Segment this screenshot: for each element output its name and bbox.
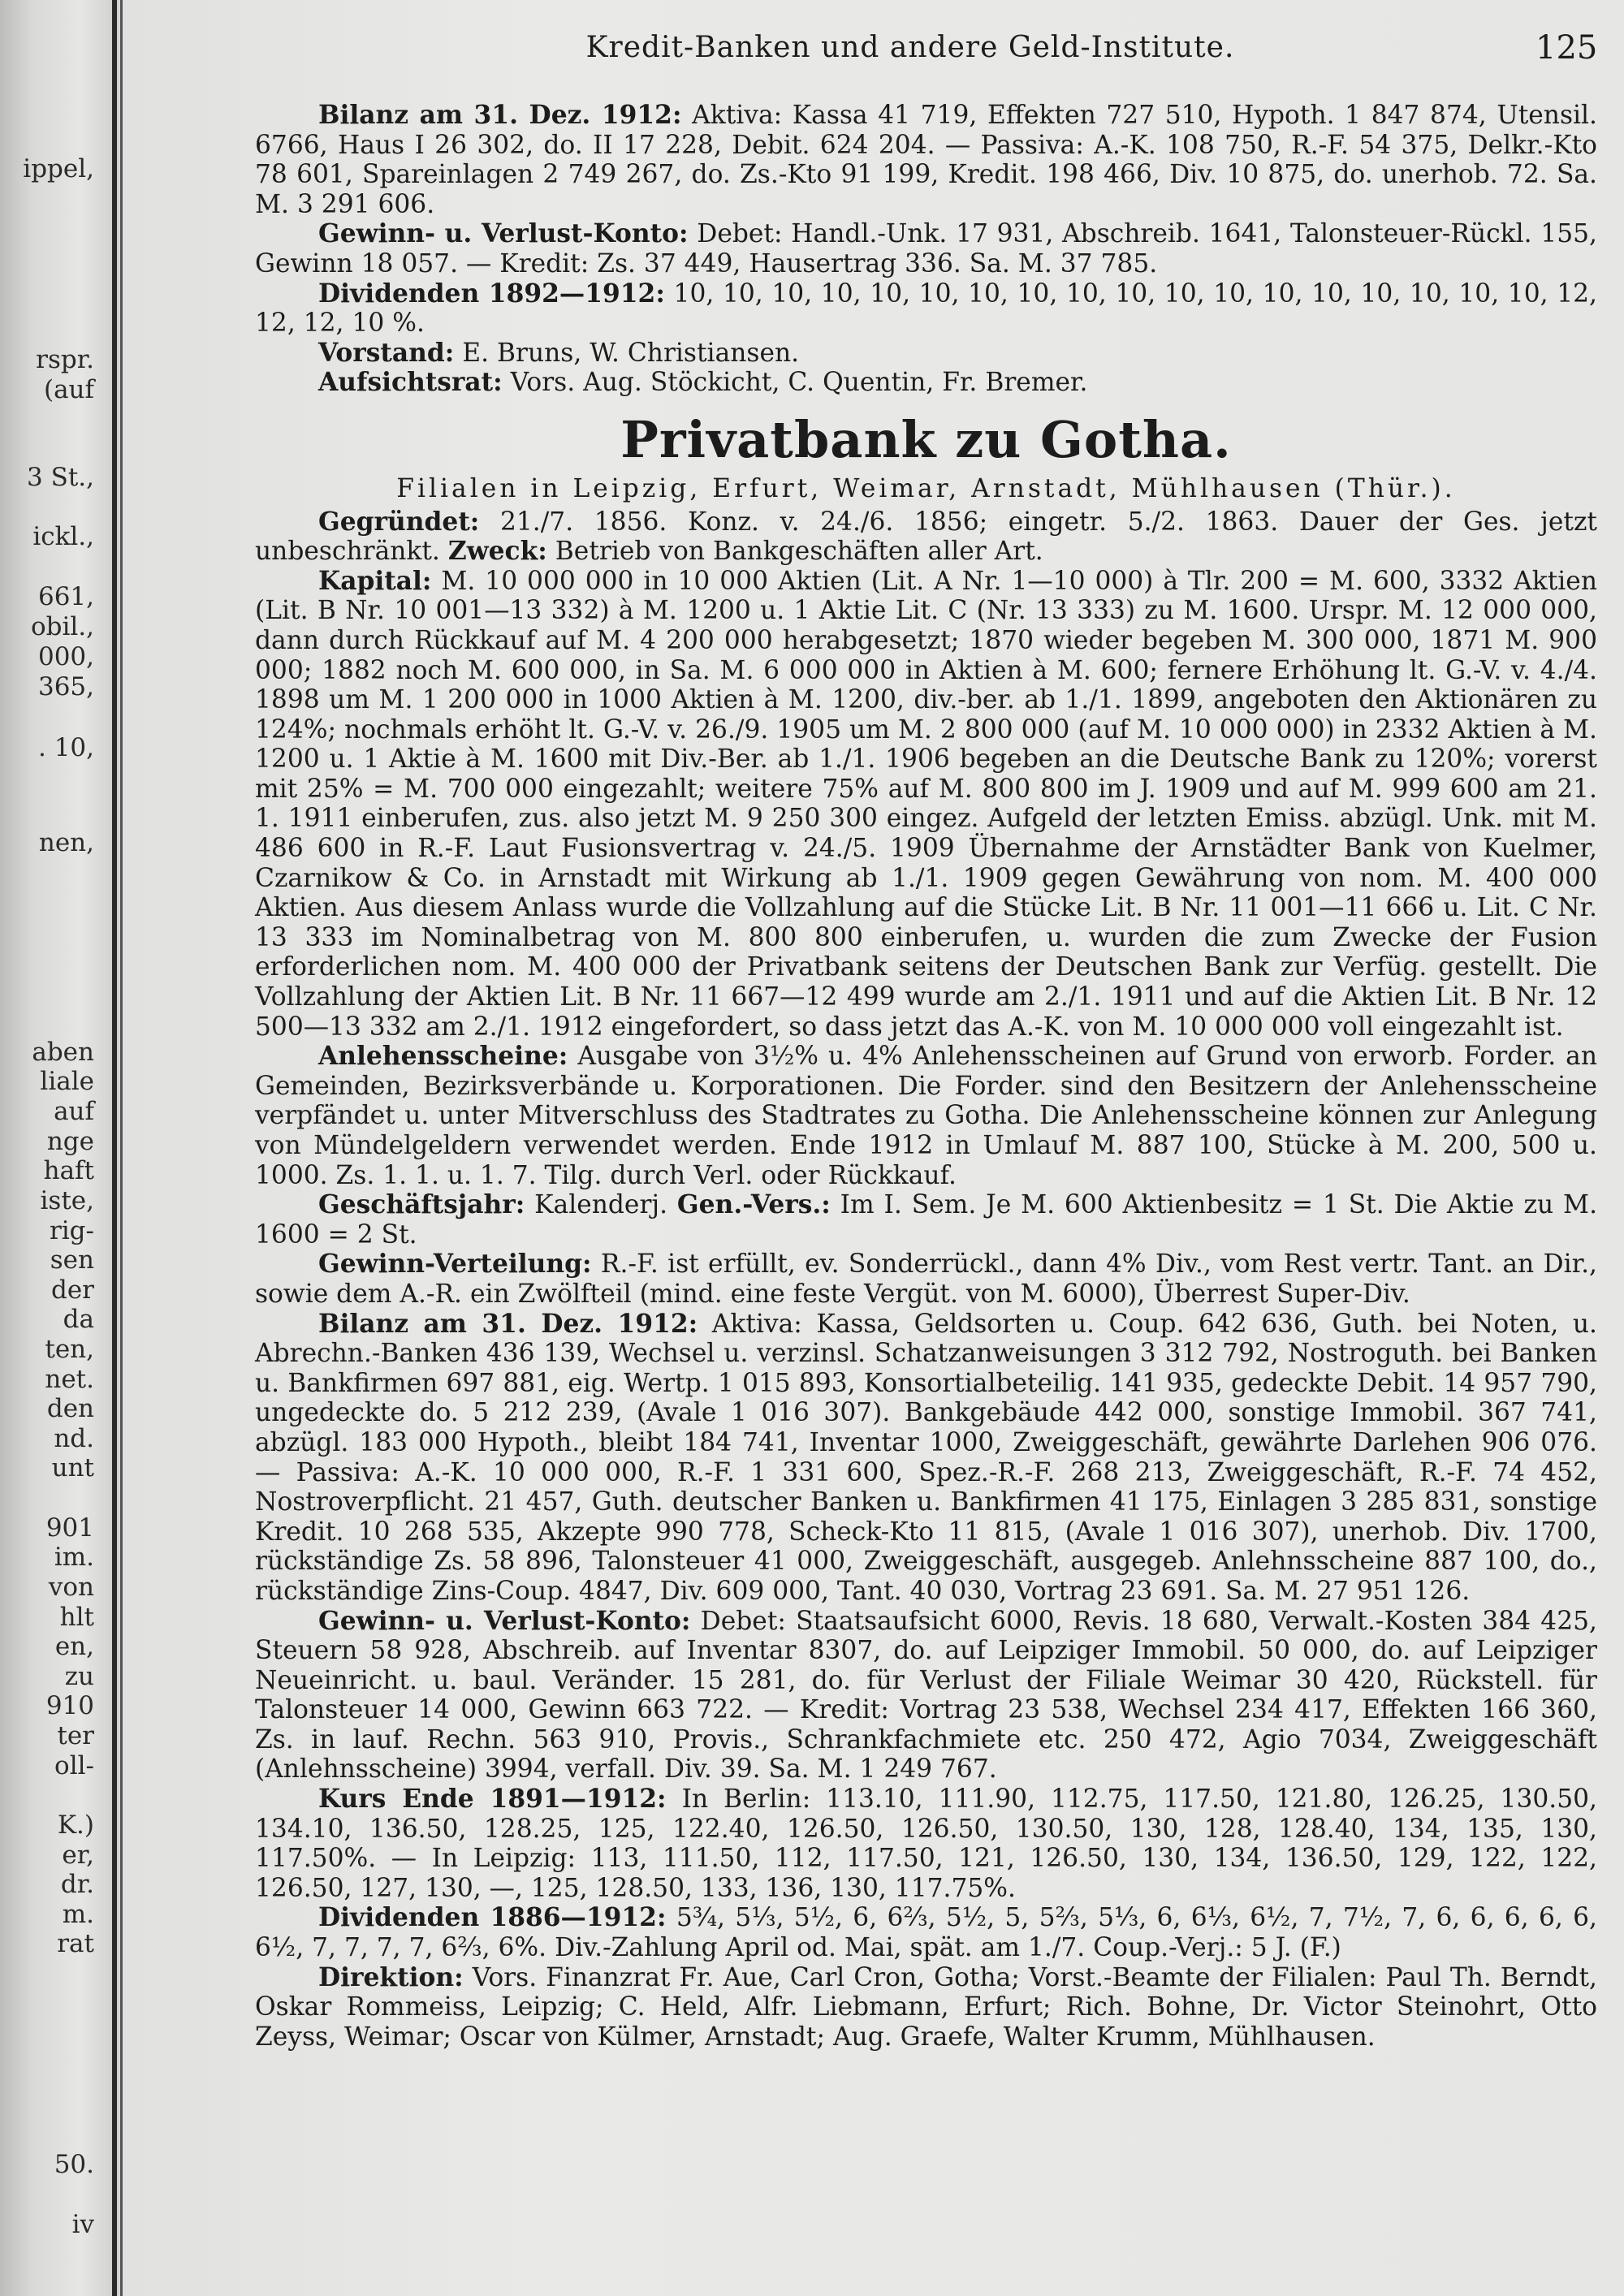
- margin-fragment: m.: [62, 1900, 94, 1929]
- margin-fragment: sen: [50, 1245, 94, 1275]
- bilanz-text: Aktiva: Kassa, Geldsorten u. Coup. 642 636, Guth. bei Noten, u. Abrechn.-Banken 436 139, Wechsel u. verzinsl. Schatzanweisungen 3 312 792, Nostroguth. bei Banken u. Bankfirmen 697 881, eig. Wertp. 1 015 893, Konsortialbeteilig. 141 935, gedeckte Debit. 14 957 790, ungedeckte do. 5 212 239, (Avale 1 016 307). Bankgebäude 442 000, sonstige Immobil. 367 741, abzügl. 183 000 Hypoth., bleibt 184 741, Inventar 1000, Zweiggeschäft, gewährte Darlehen 906 076. — Passiva: A.-K. 10 000 000, R.-F. 1 331 600, Spez.-R.-F. 268 213, Zweiggeschäft, R.-F. 74 452, Nostroverpflicht. 21 457, Guth. deutscher Banken u. Bankfirmen 41 175, Einlagen 3 285 831, sonstige Kredit. 10 268 535, Akzepte 990 778, Scheck-Kto 11 815, (Avale 1 016 307), unerhob. Div. 1700, rückständige Zs. 58 896, Talonsteuer 41 000, Zweiggeschäft, ausgegeb. Anlehnsscheine 887 100, do., rückständige Zins-Coup. 4847, Div. 609 000, Tant. 40 030, Vortrag 23 691. Sa. M. 27 951 126.: [255, 1309, 1598, 1606]
- gewinnvert-text: R.-F. ist erfüllt, ev. Sonderrückl., dann 4% Div., vom Rest vertr. Tant. an Dir., sowie dem A.-R. ein Zwölfteil (mind. eine feste Vergüt. von M. 6000), Überrest Super-Div.: [255, 1249, 1597, 1309]
- prev-dividenden-label: Dividenden 1892—1912:: [318, 278, 665, 309]
- margin-fragment: 661,: [37, 582, 94, 611]
- margin-fragment: dr.: [60, 1870, 94, 1899]
- margin-fragment: iste,: [40, 1186, 94, 1215]
- prev-vorstand: [255, 339, 1597, 369]
- margin-fragment: en,: [54, 1632, 94, 1661]
- margin-fragment: . 10,: [37, 733, 94, 762]
- facing-page-margin: [0, 0, 107, 2296]
- prev-aufsichtsrat: [255, 368, 1597, 398]
- direktion-label: Direktion:: [318, 1962, 464, 1992]
- anlehen-label: Anlehensscheine:: [318, 1042, 568, 1072]
- margin-fragment: im.: [54, 1543, 94, 1572]
- zweck-label: Zweck:: [447, 537, 547, 567]
- book-page: [123, 0, 1624, 2296]
- entry-anlehensscheine: [255, 1042, 1597, 1190]
- margin-fragment: ippel,: [23, 154, 94, 183]
- page-number: 125: [1535, 29, 1598, 67]
- entry-gewinn-konto: [255, 1607, 1597, 1785]
- prev-bilanz-label: Bilanz am 31. Dez. 1912:: [318, 101, 682, 130]
- margin-fragment: rspr.: [36, 345, 94, 374]
- prev-bilanz: [255, 101, 1597, 219]
- prev-dividenden: [255, 279, 1597, 339]
- geschaeftsjahr-label: Geschäftsjahr:: [318, 1190, 525, 1220]
- gegruendet-text: 21./7. 1856. Konz. v. 24./6. 1856; eingetr. 5./2. 1863. Dauer der Ges. jetzt unbeschränkt.: [255, 507, 1598, 567]
- gutter-rule: [112, 0, 117, 2296]
- prev-gewinn-text: Debet: Handl.-Unk. 17 931, Abschreib. 1641, Talonsteuer-Rückl. 155, Gewinn 18 057. — Kredit: Zs. 37 449, Hausertrag 336. Sa. M. 37 785.: [255, 219, 1598, 278]
- zweck-text: Betrieb von Bankgeschäften aller Art.: [555, 537, 1043, 567]
- entry-dividenden: [255, 1903, 1597, 1962]
- kurs-text: In Berlin: 113.10, 111.90, 112.75, 117.50, 121.80, 126.25, 130.50, 134.10, 136.50, 128.25, 125, 122.40, 126.50, 126.50, 130.50, 130, 128, 128.40, 134, 135, 130, 117.50%. — In Leipzig: 113, 111.50, 112, 117.50, 121, 126.50, 130, 134, 136.50, 129, 122, 122, 126.50, 127, 130, —, 125, 128.50, 133, 136, 130, 117.75%.: [255, 1785, 1598, 1903]
- margin-fragment: liale: [40, 1067, 94, 1096]
- bilanz-label: Bilanz am 31. Dez. 1912:: [318, 1309, 698, 1339]
- margin-fragment: oll-: [54, 1751, 94, 1780]
- running-head: Kredit-Banken und andere Geld-Institute.: [585, 31, 1235, 64]
- margin-fragment: zu: [64, 1662, 94, 1691]
- entry-geschaeftsjahr: [255, 1190, 1597, 1249]
- direktion-text: Vors. Finanzrat Fr. Aue, Carl Cron, Gotha; Vorst.-Beamte der Filialen: Paul Th. Berndt, Oskar Rommeiss, Leipzig; C. Held, Alfr. Liebmann, Erfurt; Rich. Bohne, Dr. Victor Steinohrt, Otto Zeyss, Weimar; Oscar von Külmer, Arnstadt; Aug. Graefe, Walter Krumm, Mühlhausen.: [255, 1962, 1597, 2052]
- margin-fragment: ten,: [45, 1335, 94, 1364]
- prev-gewinn: [255, 219, 1597, 278]
- margin-fragment: K.): [57, 1810, 94, 1840]
- dividenden-text: 5¾, 5⅓, 5½, 6, 6⅔, 5½, 5, 5⅔, 5⅓, 6, 6⅓, 6½, 7, 7½, 7, 6, 6, 6, 6, 6, 6½, 7, 7, 7, 7, 6⅔, 6%. Div.-Zahlung April od. Mai, spät. am 1./7. Coup.-Verj.: 5 J. (F.): [255, 1903, 1597, 1963]
- genvers-label: Gen.-Vers.:: [676, 1190, 831, 1220]
- margin-fragment: 901: [45, 1513, 94, 1543]
- entry-bilanz: [255, 1310, 1597, 1607]
- margin-fragment: hlt: [59, 1603, 94, 1632]
- gewinnvert-label: Gewinn-Verteilung:: [318, 1249, 592, 1280]
- margin-fragment: rat: [57, 1929, 94, 1958]
- margin-fragment: auf: [54, 1097, 94, 1126]
- kurs-label: Kurs Ende 1891—1912:: [318, 1785, 667, 1815]
- gewinn-label: Gewinn- u. Verlust-Konto:: [318, 1606, 691, 1636]
- prev-vorstand-label: Vorstand:: [318, 338, 455, 368]
- entry-kurs: [255, 1785, 1597, 1903]
- gewinn-text: Debet: Staatsaufsicht 6000, Revis. 18 680, Verwalt.-Kosten 384 425, Steuern 58 928, Abschreib. auf Inventar 8307, do. auf Leipziger Immobil. 50 000, do. auf Leipziger Neueinricht. u. baul. Veränder. 15 281, do. für Verlust der Filiale Weimar 30 420, Rückstell. für Talonsteuer 14 000, Gewinn 663 722. — Kredit: Vortrag 23 538, Wechsel 234 417, Effekten 166 360, Zs. in lauf. Rechn. 563 910, Provis., Schrankfachmiete etc. 250 472, Agio 7034, Zweiggeschäft (Anlehnsscheine) 3994, verfall. Div. 39. Sa. M. 1 249 767.: [255, 1606, 1597, 1785]
- anlehen-text: Ausgabe von 3½% u. 4% Anlehensscheinen auf Grund von erworb. Forder. an Gemeinden, Bezirksverbände u. Korporationen. Die Forder. sind den Besitzern der Anlehensscheine verpfändet u. unter Mitverschluss des Stadtrates zu Gotha. Die Anlehensscheine können zur Anlegung von Mündelgeldern verwendet werden. Ende 1912 in Umlauf M. 887 100, Stücke à M. 200, 500 u. 1000. Zs. 1. 1. u. 1. 7. Tilg. durch Verl. oder Rückkauf.: [255, 1042, 1597, 1190]
- margin-fragment: nd.: [54, 1424, 94, 1453]
- prev-aufsichtsrat-label: Aufsichtsrat:: [318, 368, 503, 398]
- margin-fragment: haft: [43, 1156, 94, 1185]
- margin-fragment: rig-: [49, 1216, 94, 1245]
- entry-kapital: [255, 567, 1597, 1042]
- margin-fragment: aben: [32, 1038, 94, 1067]
- prev-dividenden-text: 10, 10, 10, 10, 10, 10, 10, 10, 10, 10, 10, 10, 10, 10, 10, 10, 10, 10, 12, 12, 12, 10 %.: [255, 278, 1597, 339]
- margin-fragment: 910: [45, 1691, 94, 1720]
- prev-bilanz-text: Aktiva: Kassa 41 719, Effekten 727 510, Hypoth. 1 847 874, Utensil. 6766, Haus I 26 302, do. II 17 228, Debit. 624 204. — Passiva: A.-K. 108 750, R.-F. 54 375, Delkr.-Kto 78 601, Spareinlagen 2 749 267, do. Zs.-Kto 91 199, Kredit. 198 466, Div. 10 875, do. unerhob. 72. Sa. M. 3 291 606.: [255, 101, 1597, 219]
- margin-fragment: nen,: [38, 828, 94, 857]
- geschaeftsjahr-text: Kalenderj.: [534, 1190, 668, 1220]
- margin-fragment: er,: [62, 1841, 94, 1870]
- text-column: [255, 101, 1597, 2052]
- prev-aufsichtsrat-text: Vors. Aug. Stöckicht, C. Quentin, Fr. Bremer.: [510, 368, 1088, 398]
- margin-fragment: 50.: [54, 2150, 94, 2179]
- margin-fragment: da: [63, 1305, 94, 1334]
- margin-fragment: 3 St.,: [27, 463, 94, 492]
- margin-fragment: unt: [51, 1453, 94, 1482]
- genvers-text: Im I. Sem. Je M. 600 Aktienbesitz = 1 St. Die Aktie zu M. 1600 = 2 St.: [255, 1190, 1598, 1249]
- entry-gewinn-verteilung: [255, 1249, 1597, 1309]
- prev-gewinn-label: Gewinn- u. Verlust-Konto:: [318, 219, 689, 249]
- entry-subtitle: Filialen in Leipzig, Erfurt, Weimar, Arnstadt, Mühlhausen (Thür.).: [396, 473, 1456, 503]
- margin-fragment: 365,: [37, 672, 94, 701]
- margin-fragment: 000,: [37, 642, 94, 671]
- margin-fragment: iv: [71, 2210, 94, 2239]
- margin-fragment: den: [46, 1394, 94, 1423]
- margin-fragment: net.: [45, 1365, 94, 1394]
- margin-fragment: von: [48, 1573, 94, 1602]
- kapital-text: M. 10 000 000 in 10 000 Aktien (Lit. A Nr. 1—10 000) à Tlr. 200 = M. 600, 3332 Aktien (Lit. B Nr. 10 001—13 332) à M. 1200 u. 1 Aktie Lit. C (Nr. 13 333) zu M. 1600. Urspr. M. 12 000 000, dann durch Rückkauf auf M. 4 200 000 herabgesetzt; 1870 wieder begeben M. 300 000, 1871 M. 900 000; 1882 noch M. 600 000, in Sa. M. 6 000 000 in Aktien à M. 600; fernere Erhöhung lt. G.-V. v. 4./4. 1898 um M. 1 200 000 in 1000 Aktien à M. 1200, div.-ber. ab 1./1. 1899, angeboten den Aktionären zu 124%; nochmals erhöht lt. G.-V. v. 26./9. 1905 um M. 2 800 000 (auf M. 10 000 000) in 2332 Aktien à M. 1200 u. 1 Aktie à M. 1600 mit Div.-Ber. ab 1./1. 1906 begeben an die Deutsche Bank zu 120%; vorerst mit 25% = M. 700 000 eingezahlt; weitere 75% auf M. 800 800 im J. 1909 und auf M. 999 600 am 21. 1. 1911 einberufen, zus. also jetzt M. 9 250 300 eingez. Aufgeld der letzten Emiss. abzügl. Unk. mit M. 486 600 in R.-F. Laut Fusionsvertrag v. 24./5. 1909 Übernahme der Arnstädter Bank von Kuelmer, Czarnikow & Co. in Arnstadt mit Wirkung ab 1./1. 1909 gegen Gewährung von nom. M. 400 000 Aktien. Aus diesem Anlass wurde die Vollzahlung auf die Stücke Lit. B Nr. 11 001—11 666 u. Lit. C Nr. 13 333 im Nominalbetrag von M. 800 800 einberufen, u. wurden die zum Zwecke der Fusion erforderlichen nom. M. 400 000 der Privatbank seitens der Deutschen Bank zur Verfüg. gestellt. Die Vollzahlung der Aktien Lit. B Nr. 11 667—12 499 wurde am 2./1. 1911 und auf die Aktien Lit. B Nr. 12 500—13 332 am 2./1. 1912 eingefordert, so dass jetzt das A.-K. von M. 10 000 000 voll eingezahlt ist.: [255, 566, 1597, 1042]
- entry-direktion: [255, 1963, 1597, 2052]
- margin-fragment: nge: [46, 1127, 94, 1156]
- prev-vorstand-text: E. Bruns, W. Christiansen.: [462, 338, 800, 368]
- margin-fragment: (auf: [43, 375, 94, 404]
- entry-gegruendet: [255, 507, 1597, 567]
- margin-fragment: ickl.,: [32, 522, 94, 551]
- margin-fragment: ter: [57, 1721, 94, 1750]
- entry-title: Privatbank zu Gotha.: [620, 409, 1232, 469]
- kapital-label: Kapital:: [318, 566, 432, 596]
- gegruendet-label: Gegründet:: [318, 507, 480, 537]
- margin-fragment: obil.,: [30, 612, 94, 641]
- dividenden-label: Dividenden 1886—1912:: [318, 1903, 667, 1933]
- margin-fragment: der: [50, 1275, 94, 1305]
